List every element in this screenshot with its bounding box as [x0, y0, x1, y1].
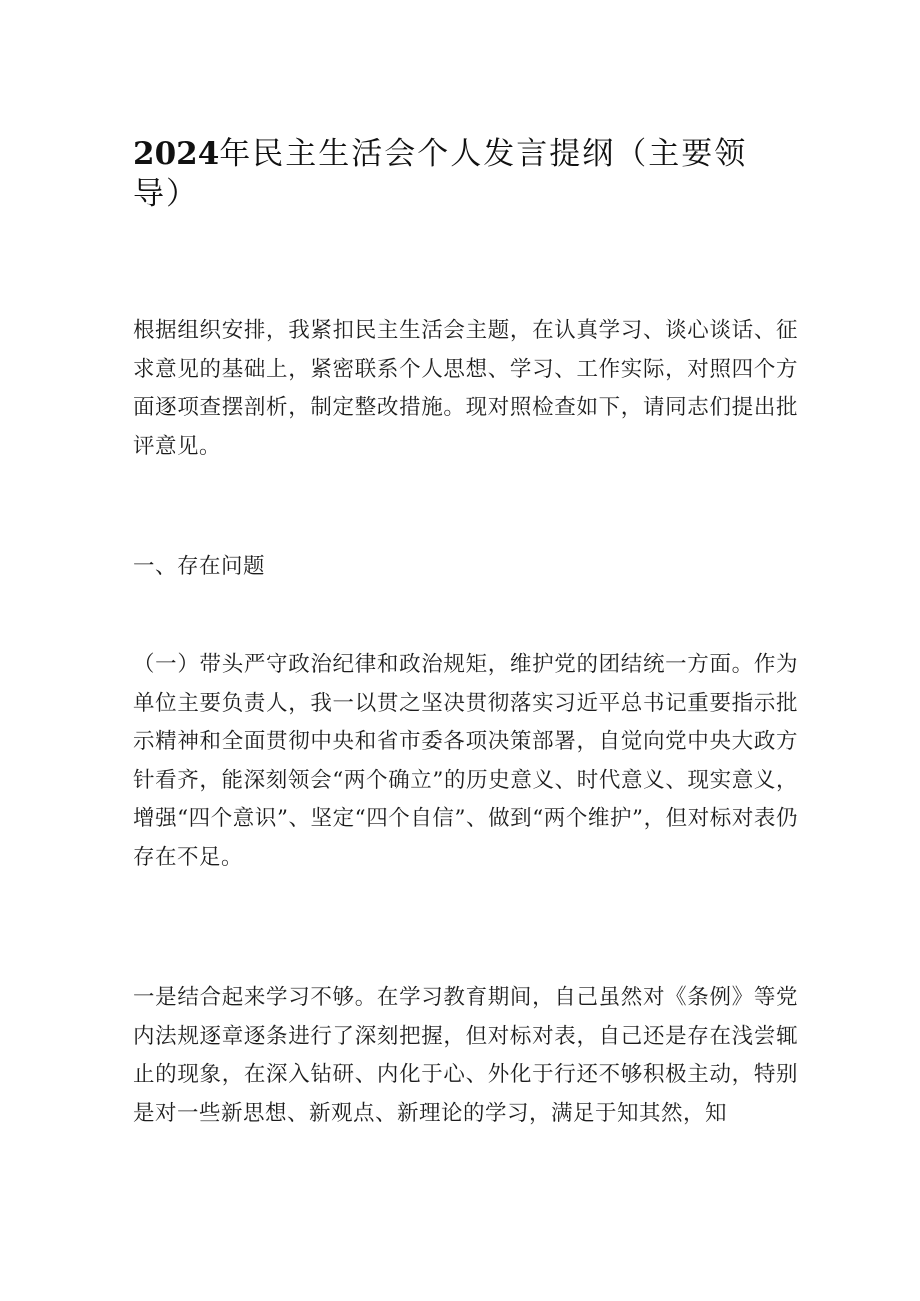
section-1-point-1-paragraph: 一是结合起来学习不够。在学习教育期间，自己虽然对《条例》等党内法规逐章逐条进行了深刻把握，但对标对表，自己还是存在浅尝辄止的现象，在深入钻研、内化于心、外化于行还不够积极主动，特别是对一些新思想、新观点、新理论的学习，满足于知其然，知 — [133, 985, 798, 1126]
section-1-paragraph: （一）带头严守政治纪律和政治规矩，维护党的团结统一方面。作为单位主要负责人，我一以贯之坚决贯彻落实习近平总书记重要指示批示精神和全面贯彻中央和省市委各项决策部署，自觉向党中央大政方针看齐，能深刻领会“两个确立”的历史意义、时代意义、现实意义，增强“四个意识”、坚定“四个自信”、做到“两个维护”，但对标对表仍存在不足。 — [133, 652, 798, 870]
title-year: 2024 — [133, 136, 220, 172]
document-title — [133, 134, 773, 214]
intro-paragraph: 根据组织安排，我紧扣民主生活会主题，在认真学习、谈心谈话、征求意见的基础上，紧密联系个人思想、学习、工作实际，对照四个方面逐项查摆剖析，制定整改措施。现对照检查如下，请同志们提出批评意见。 — [133, 318, 798, 459]
title-text: 年民主生活会个人发言提纲（主要领导） — [133, 136, 748, 212]
section-heading-problems: 一、存在问题 — [133, 554, 266, 579]
